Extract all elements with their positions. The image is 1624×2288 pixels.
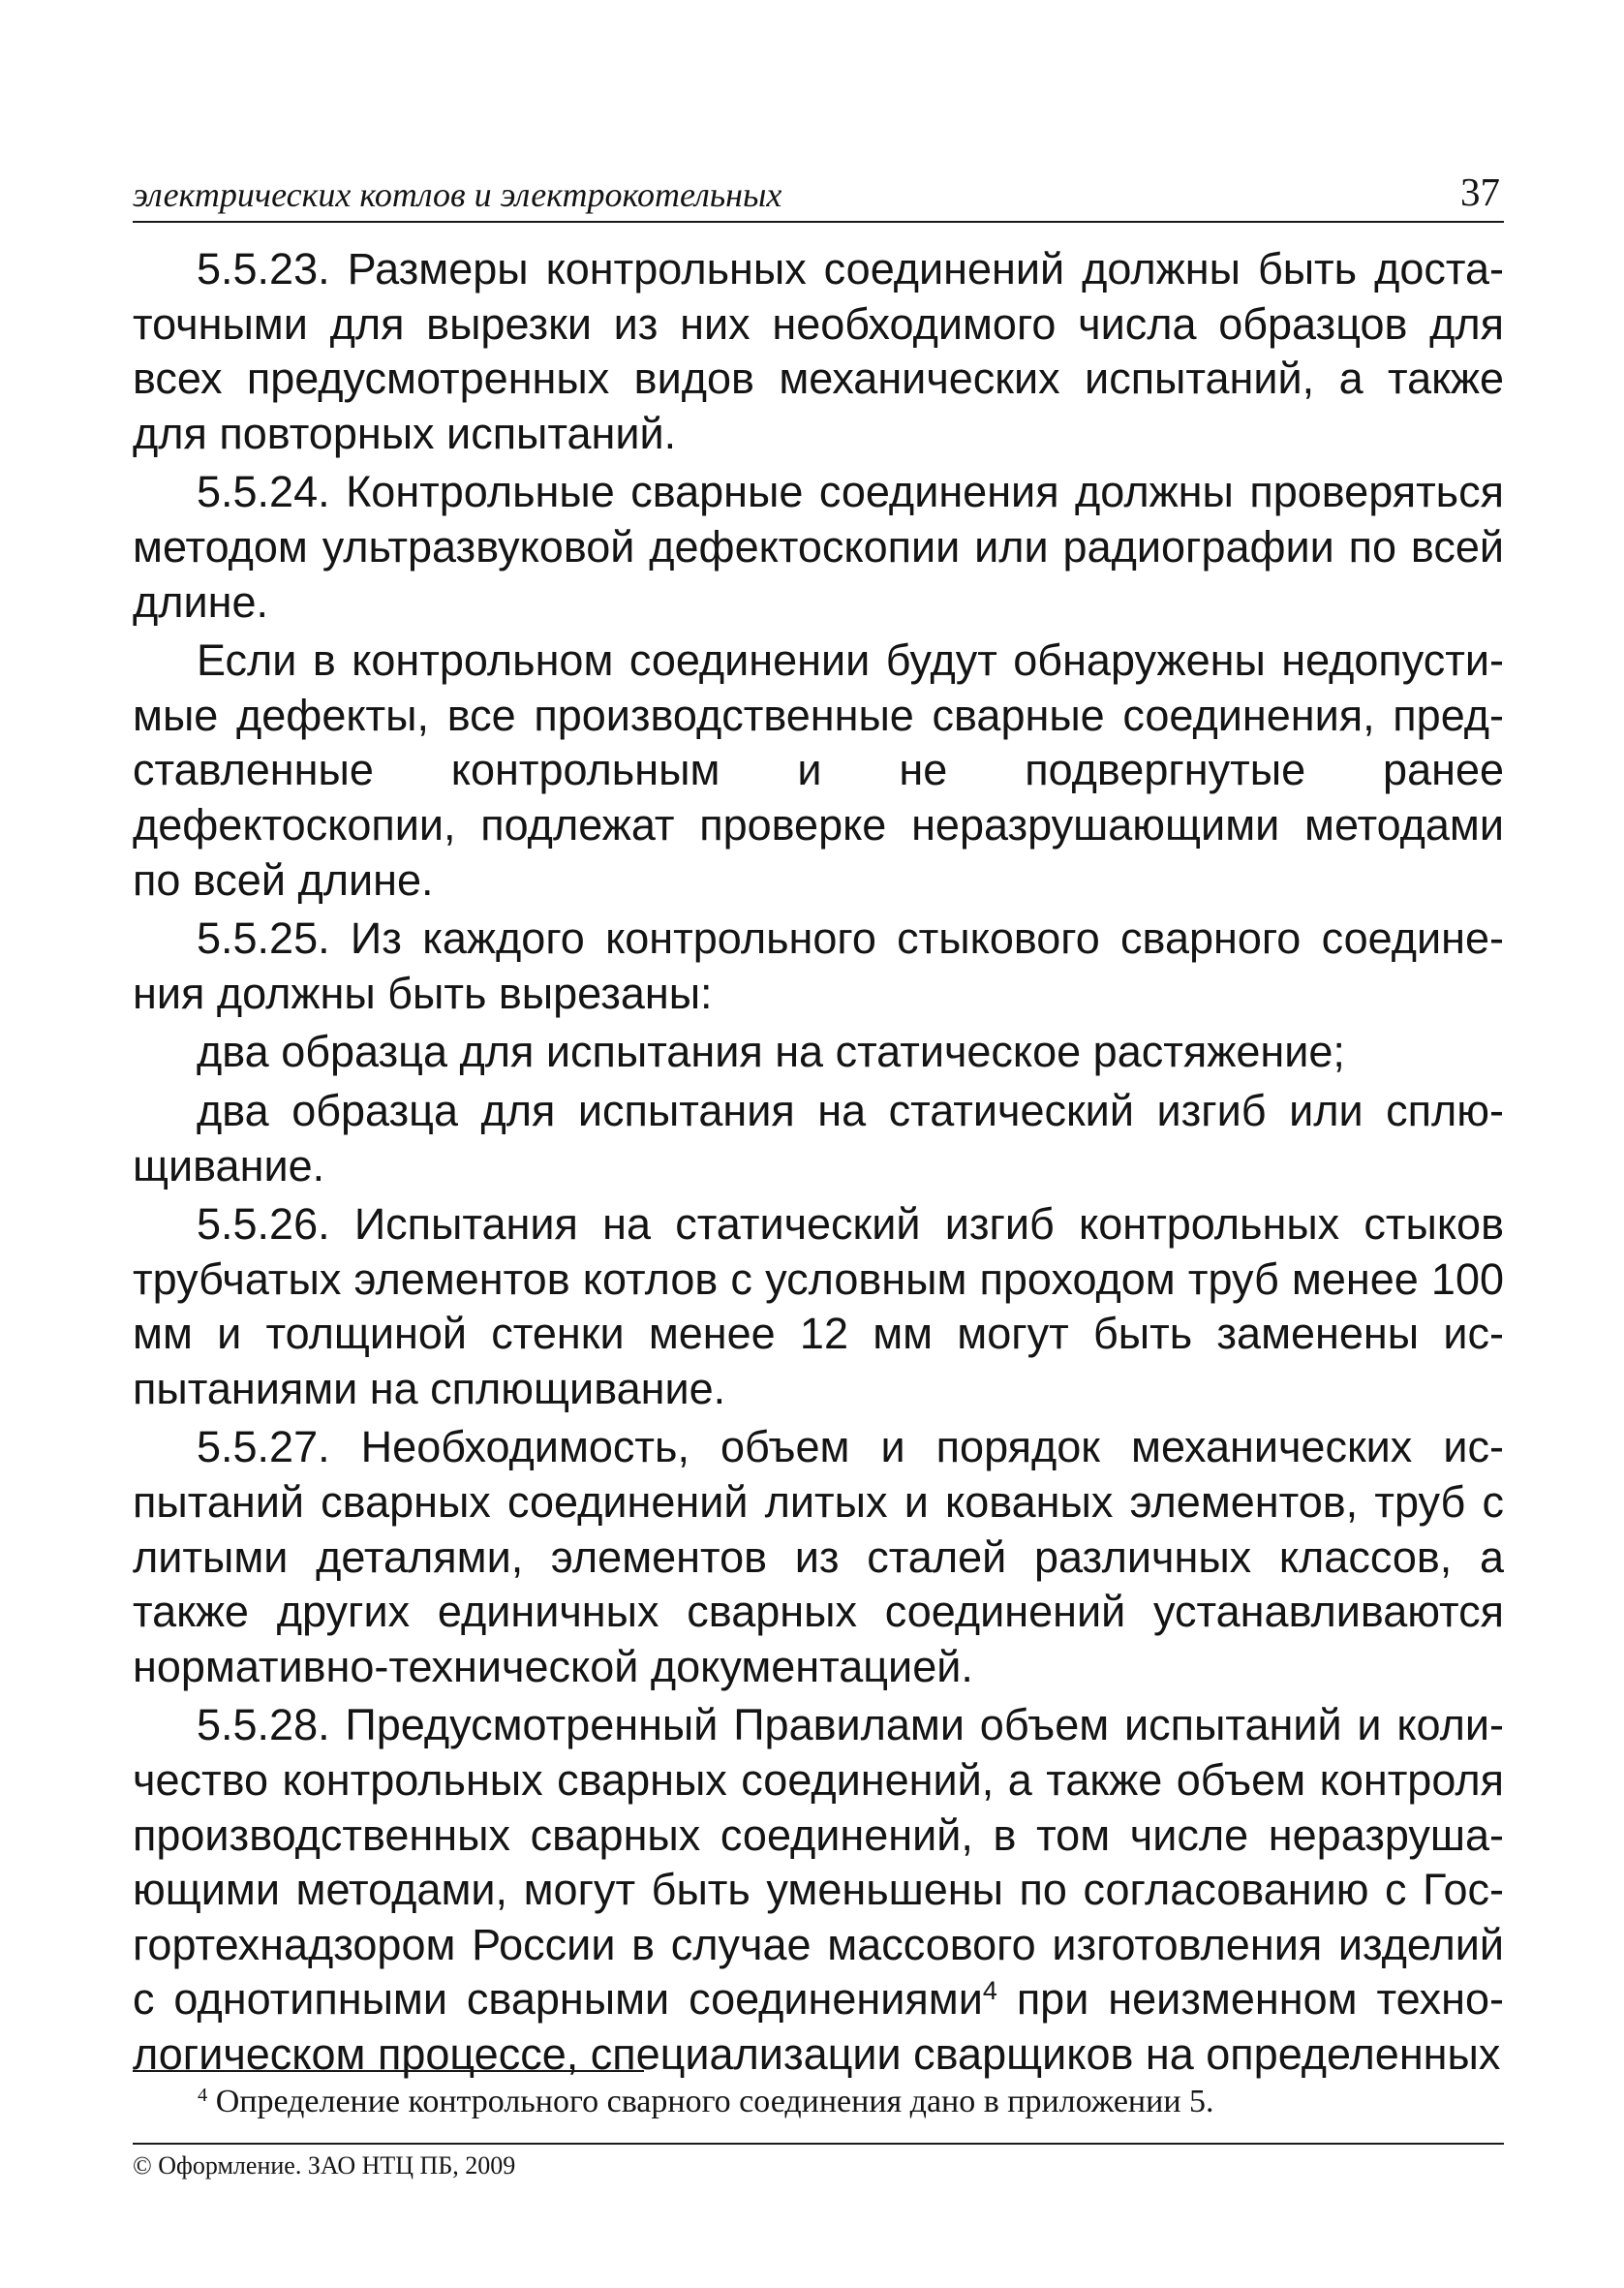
paragraph-text: при неизменном технологическом процессе, специализации сварщиков на определенных	[133, 1974, 1505, 2079]
paragraph-with-footnote	[133, 1698, 1504, 2082]
paragraph: 5.5.23. Размеры контрольных соединений должны быть достаточными для вырезки из них необходимого числа образцов для всех предусмотренных видов механических испытаний, а также для повторных испытаний.	[133, 244, 1504, 458]
body-text	[133, 242, 1504, 2087]
paragraph: два образца для испытания на статическое растяжение;	[197, 1027, 1345, 1077]
paragraph: два образца для испытания на статический изгиб или сплющивание.	[133, 1085, 1504, 1190]
paragraph: 5.5.24. Контрольные сварные соединения должны проверяться методом ультразвуковой дефектоскопии или радиографии по всей длине.	[133, 467, 1504, 627]
footnote-separator	[133, 2070, 644, 2072]
footnote-marker: 4	[198, 2084, 208, 2106]
paragraph-text: 5.5.28. Предусмотренный Правилами объем испытаний и количество контрольных сварных соединений, а также объем контроля производственных сварных соединений, в том числе неразрушающими методами, могут быть уменьшены по согласованию с Госгортехнадзором России в случае массового изготовления изделий с однотипными сварными соединениями	[133, 1700, 1504, 2025]
footnote-text: Определение контрольного сварного соединения дано в приложении 5.	[207, 2084, 1214, 2119]
page-number: 37	[1460, 170, 1500, 214]
paragraph: Если в контрольном соединении будут обнаружены недопустимые дефекты, все производственные сварные соединения, представленные контрольным и не подвергнутые ранее дефектоскопии, подлежат проверке неразрушающими методами по всей длине.	[133, 635, 1504, 905]
copyright-notice: © Оформление. ЗАО НТЦ ПБ, 2009	[133, 2151, 516, 2180]
footnote	[198, 2081, 1495, 2123]
paragraph: 5.5.26. Испытания на статический изгиб контрольных стыков трубчатых элементов котлов с условным проходом труб менее 100 мм и толщиной стенки менее 12 мм могут быть заменены испытаниями на сплющивание.	[133, 1199, 1504, 1413]
running-header	[133, 172, 1504, 223]
footnote-reference: 4	[982, 1976, 997, 2006]
running-title: электрических котлов и электрокотельных	[133, 175, 782, 214]
copyright-separator	[133, 2143, 1504, 2145]
paragraph: 5.5.25. Из каждого контрольного стыкового сварного соединения должны быть вырезаны:	[133, 913, 1504, 1018]
paragraph: 5.5.27. Необходимость, объем и порядок механических испытаний сварных соединений литых и кованых элементов, труб с литыми деталями, элементов из сталей различных классов, а также других единичных сварных соединений устанавливаются нормативно-технической документацией.	[133, 1422, 1504, 1691]
